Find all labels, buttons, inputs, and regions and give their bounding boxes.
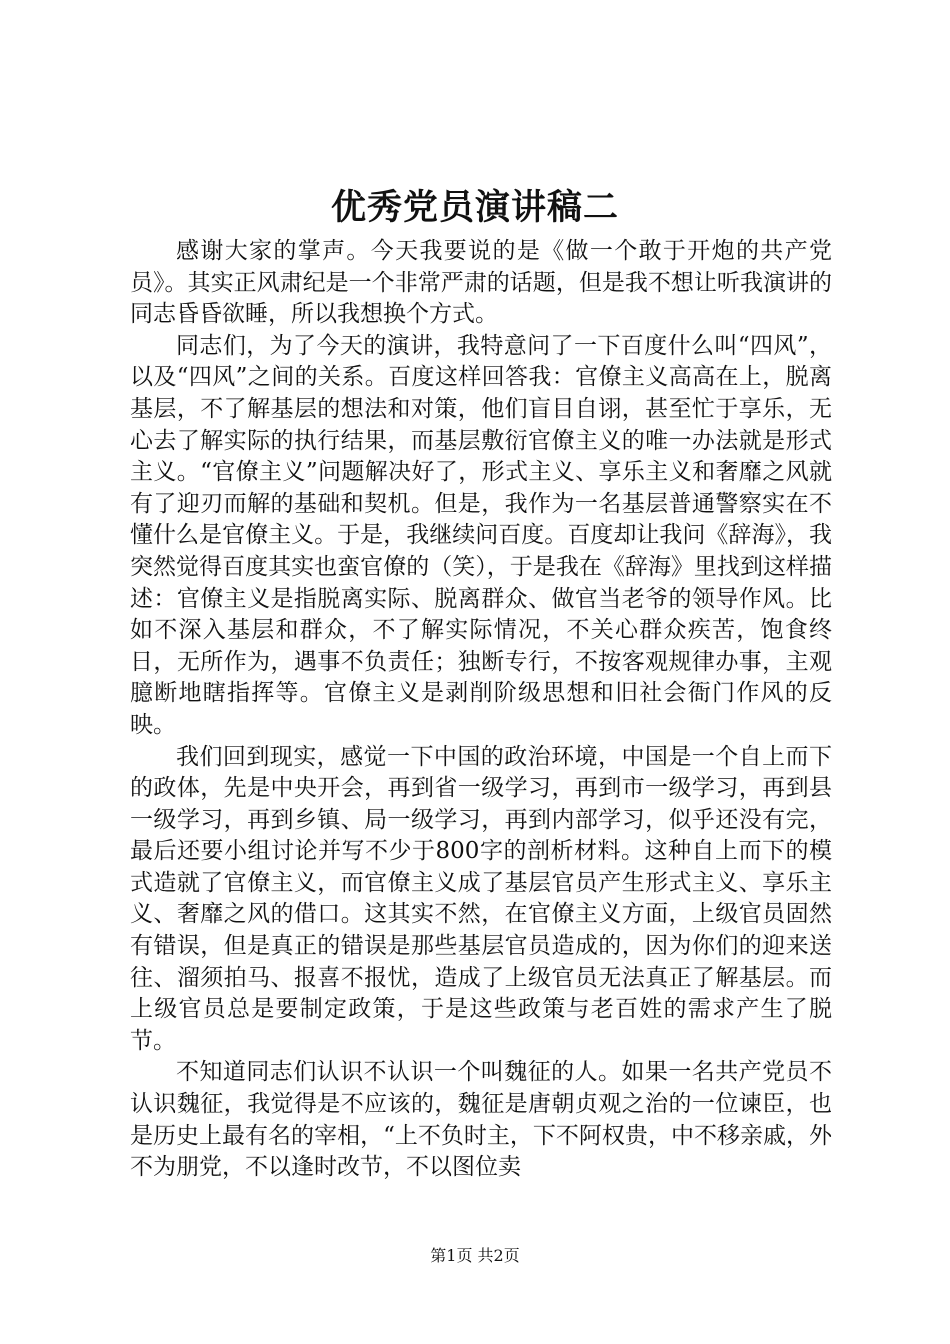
document-body: [130, 236, 832, 1184]
paragraph-3: 我们回到现实，感觉一下中国的政治环境，中国是一个自上而下的政体，先是中央开会，再到省一级学习，再到市一级学习，再到县一级学习，再到乡镇、局一级学习，再到内部学习，似乎还没有完，最后还要小组讨论并写不少于800字的剖析材料。这种自上而下的模式造就了官僚主义，而官僚主义成了基层官员产生形式主义、享乐主义、奢靡之风的借口。这其实不然，在官僚主义方面，上级官员固然有错误，但是真正的错误是那些基层官员造成的，因为你们的迎来送往、溜须拍马、报喜不报忧，造成了上级官员无法真正了解基层。而上级官员总是要制定政策，于是这些政策与老百姓的需求产生了脱节。: [130, 743, 832, 1054]
paragraph-1: 感谢大家的掌声。今天我要说的是《做一个敢于开炮的共产党员》。其实正风肃纪是一个非常严肃的话题，但是我不想让听我演讲的同志昏昏欲睡，所以我想换个方式。: [130, 238, 832, 328]
document-title: 优秀党员演讲稿二: [330, 187, 619, 228]
paragraph-2: 同志们，为了今天的演讲，我特意问了一下百度什么叫“四风”，以及“四风”之间的关系。百度这样回答我：官僚主义高高在上，脱离基层，不了解基层的想法和对策，他们盲目自诩，甚至忙于享乐，无心去了解实际的执行结果，而基层敷衍官僚主义的唯一办法就是形式主义。“官僚主义”问题解决好了，形式主义、享乐主义和奢靡之风就有了迎刃而解的基础和契机。但是，我作为一名基层普通警察实在不懂什么是官僚主义。于是，我继续问百度。百度却让我问《辞海》，我突然觉得百度其实也蛮官僚的（笑），于是我在《辞海》里找到这样描述：官僚主义是指脱离实际、脱离群众、做官当老爷的领导作风。比如不深入基层和群众，不了解实际情况，不关心群众疾苦，饱食终日，无所作为，遇事不负责任；独断专行，不按客观规律办事，主观臆断地瞎指挥等。官僚主义是剥削阶级思想和旧社会衙门作风的反映。: [130, 332, 832, 738]
page-footer: 第1页 共2页: [430, 1246, 520, 1265]
paragraph-4: 不知道同志们认识不认识一个叫魏征的人。如果一名共产党员不认识魏征，我觉得是不应该的，魏征是唐朝贞观之治的一位谏臣，也是历史上最有名的宰相，“上不负时主，下不阿权贵，中不移亲戚，外不为朋党，不以逢时改节，不以图位卖: [130, 1059, 832, 1181]
